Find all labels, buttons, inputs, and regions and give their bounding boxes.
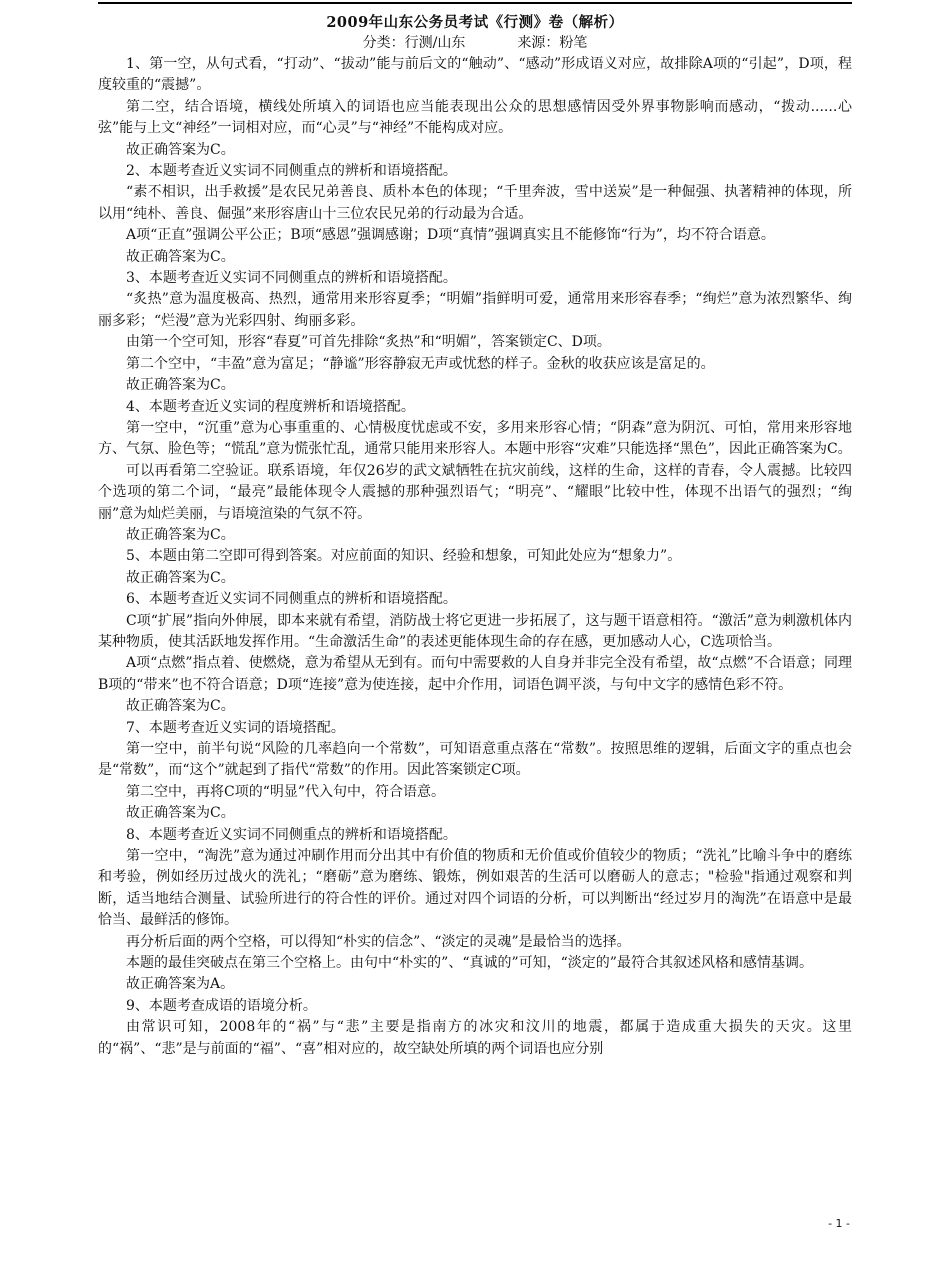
paragraph: A项“正直”强调公平公正；B项“感恩”强调感谢；D项“真情”强调真实且不能修饰“行为”，均不符合语意。 bbox=[126, 227, 775, 244]
paragraph: 1、第一空，从句式看，“打动”、“拔动”能与前后文的“触动”、“感动”形成语义对应，故排除A项的“引起”，D项，程度较重的“震撼”。 bbox=[98, 56, 852, 94]
paragraph: 故正确答案为C。 bbox=[126, 377, 235, 394]
paragraph: 第二个空中，“丰盈”意为富足；“静谧”形容静寂无声或忧愁的样子。金秋的收获应该是富足的。 bbox=[126, 355, 715, 372]
source-label: 来源：粉笔 bbox=[517, 35, 588, 51]
paragraph: 故正确答案为C。 bbox=[126, 248, 235, 265]
category-label: 分类：行测/山东 bbox=[362, 35, 466, 51]
paragraph: 2、本题考查近义实词不同侧重点的辨析和语境搭配。 bbox=[126, 163, 457, 180]
paragraph: 本题的最佳突破点在第三个空格上。由句中“朴实的”、“真诚的”可知，“淡定的”最符合其叙述风格和感情基调。 bbox=[126, 955, 813, 972]
paragraph: 5、本题由第二空即可得到答案。对应前面的知识、经验和想象，可知此处应为“想象力”。 bbox=[126, 548, 682, 565]
paragraph: 故正确答案为C。 bbox=[126, 569, 235, 586]
paragraph: 可以再看第二空验证。联系语境，年仅26岁的武文斌牺牲在抗灾前线，这样的生命，这样的青春，令人震撼。比较四个选项的第二个词，“最亮”最能体现令人震撼的那种强烈语气；“明亮”、“耀眼”比较中性，体现不出语气的强烈；“绚丽”意为灿烂美丽，与语境渲染的气氛不符。 bbox=[98, 462, 852, 522]
paragraph: 第一空中，“沉重”意为心事重重的、心情极度忧虑或不安，多用来形容心情；“阴森”意为阴沉、可怕，常用来形容地方、气氛、脸色等；“慌乱”意为慌张忙乱，通常只能用来形容人。本题中形容“灾难”只能选择“黑色”，因此正确答案为C。 bbox=[98, 419, 852, 458]
paragraph: 3、本题考查近义实词不同侧重点的辨析和语境搭配。 bbox=[126, 270, 457, 287]
paragraph: A项“点燃”指点着、使燃烧，意为希望从无到有。而句中需要救的人自身并非完全没有希望，故“点燃”不合语意；同理B项的“带来”也不符合语意；D项“连接”意为使连接，起中介作用，词语色调平淡，与句中文字的感情色彩不符。 bbox=[98, 655, 852, 693]
top-rule bbox=[98, 2, 852, 4]
paragraph: 4、本题考查近义实词的程度辨析和语境搭配。 bbox=[126, 398, 415, 415]
document-body bbox=[98, 54, 852, 1060]
paragraph: 由第一个空可知，形容“春夏”可首先排除“炙热”和“明媚”，答案锁定C、D项。 bbox=[126, 334, 611, 351]
paragraph: 9、本题考查成语的语境分析。 bbox=[126, 997, 317, 1014]
paragraph: 第一空中，前半句说“风险的几率趋向一个常数”，可知语意重点落在“常数”。按照思维的逻辑，后面文字的重点也会是“常数”，而“这个”就起到了指代“常数”的作用。因此答案锁定C项。 bbox=[98, 741, 852, 779]
document-meta bbox=[98, 33, 852, 54]
document-page bbox=[98, 12, 852, 1060]
paragraph: 故正确答案为C。 bbox=[126, 805, 235, 822]
paragraph: 8、本题考查近义实词不同侧重点的辨析和语境搭配。 bbox=[126, 826, 457, 843]
paragraph: 故正确答案为C。 bbox=[126, 141, 235, 158]
paragraph: 第一空中，“淘洗”意为通过冲刷作用而分出其中有价值的物质和无价值或价值较少的物质；“洗礼”比喻斗争中的磨练和考验，例如经历过战火的洗礼；“磨砺”意为磨练、锻炼，例如艰苦的生活可以磨砺人的意志；"检验"指通过观察和判断，适当地结合测量、试验所进行的符合性的评价。通过对四个词语的分析，可以判断出“经过岁月的淘洗”在语意中是最恰当、最鲜活的修饰。 bbox=[98, 848, 852, 929]
paragraph: 故正确答案为C。 bbox=[126, 698, 235, 715]
paragraph: 由常识可知，2008年的“祸”与“悲”主要是指南方的冰灾和汶川的地震，都属于造成重大损失的天灾。这里的“祸”、“悲”是与前面的“福”、“喜”相对应的，故空缺处所填的两个词语也应分别 bbox=[98, 1019, 852, 1057]
paragraph: 6、本题考查近义实词不同侧重点的辨析和语境搭配。 bbox=[126, 591, 457, 608]
paragraph: 7、本题考查近义实词的语境搭配。 bbox=[126, 719, 345, 736]
paragraph: “炙热”意为温度极高、热烈，通常用来形容夏季；“明媚”指鲜明可爱，通常用来形容春季；“绚烂”意为浓烈繁华、绚丽多彩；“烂漫”意为光彩四射、绚丽多彩。 bbox=[98, 291, 852, 329]
paragraph: C项“扩展”指向外伸展，即本来就有希望，消防战士将它更进一步拓展了，这与题干语意相符。“激活”意为刺激机体内某种物质，使其活跃地发挥作用。“生命激活生命”的表述更能体现生命的存在感，更加感动人心，C选项恰当。 bbox=[98, 612, 852, 650]
paragraph: 第二空中，再将C项的“明显”代入句中，符合语意。 bbox=[126, 783, 446, 800]
paragraph: 故正确答案为A。 bbox=[126, 976, 235, 993]
paragraph: 再分析后面的两个空格，可以得知“朴实的信念”、“淡定的灵魂”是最恰当的选择。 bbox=[126, 933, 631, 950]
paragraph: 第二空，结合语境，横线处所填入的词语也应当能表现出公众的思想感情因受外界事物影响而感动，“拨动......心弦”能与上文“神经”一词相对应，而“心灵”与“神经”不能构成对应。 bbox=[98, 98, 852, 137]
document-title: 2009年山东公务员考试《行测》卷（解析） bbox=[326, 14, 624, 31]
paragraph: 故正确答案为C。 bbox=[126, 526, 235, 543]
paragraph: “素不相识，出手救援”是农民兄弟善良、质朴本色的体现；“千里奔波，雪中送炭”是一种倔强、执著精神的体现，所以用“纯朴、善良、倔强”来形容唐山十三位农民兄弟的行动最为合适。 bbox=[98, 184, 852, 222]
page-number: - 1 - bbox=[828, 1217, 850, 1230]
